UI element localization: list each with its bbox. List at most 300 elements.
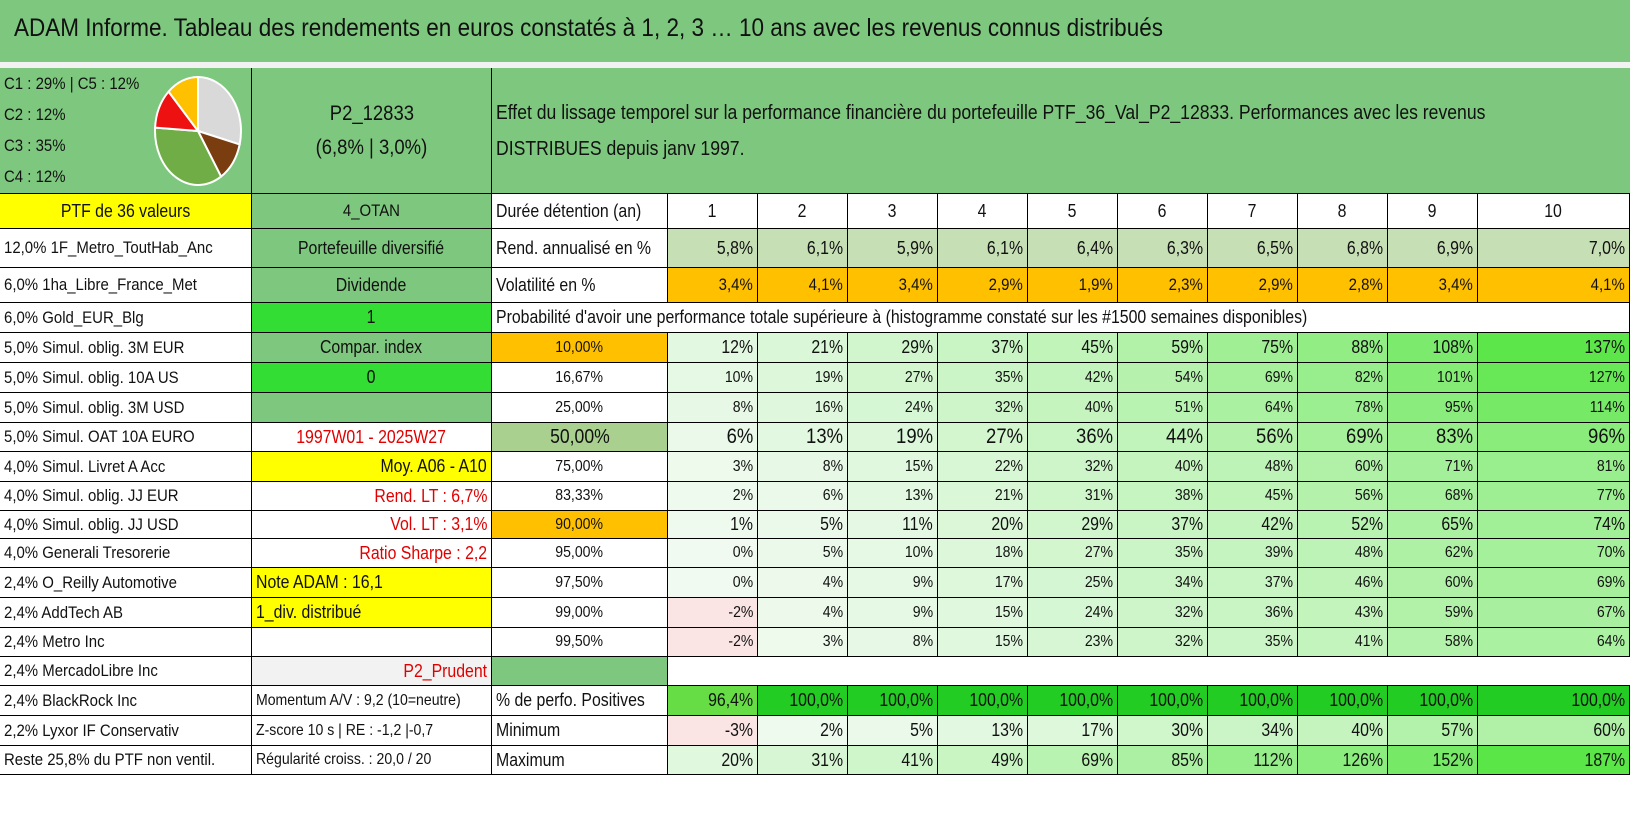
max-value: [758, 746, 848, 775]
holding-row-text: 4,0% Simul. oblig. JJ EUR: [4, 486, 179, 505]
quantile-value: [938, 333, 1028, 363]
min-value-text: -3%: [724, 720, 753, 740]
duration-6-text: 6: [1158, 200, 1167, 221]
quantile-value: [848, 598, 938, 628]
quantile-value-text: 29%: [1081, 514, 1113, 534]
report-title-bar: [0, 0, 1630, 62]
positive-value-text: 100,0%: [1059, 690, 1113, 710]
vol-value-text: 3,4%: [898, 275, 933, 294]
quantile-value: [1208, 393, 1298, 423]
min-value-text: 17%: [1081, 720, 1113, 740]
rend-value-text: 6,9%: [1436, 237, 1473, 258]
quantile-label: [492, 598, 668, 628]
quantile-value-text: 13%: [904, 487, 933, 504]
positive-value: [668, 686, 758, 716]
quantile-value: [1388, 333, 1478, 363]
flag-value: [252, 303, 492, 333]
quantile-value: [1298, 628, 1388, 657]
quantile-label-text: 97,50%: [555, 573, 604, 591]
duration-1-text: 1: [708, 200, 717, 221]
holding-row-text: 2,4% AddTech AB: [4, 602, 123, 622]
holding-row-text: 4,0% Simul. oblig. JJ USD: [4, 514, 179, 534]
rend-label-text: Rend. annualisé en %: [496, 237, 651, 258]
quantile-value-text: -2%: [727, 603, 753, 621]
quantile-value: [1478, 363, 1630, 393]
quantile-label: [492, 511, 668, 539]
vol-value: [848, 268, 938, 303]
risk-profile-text: P2_Prudent: [403, 660, 487, 681]
quantile-value-text: 32%: [1174, 633, 1203, 650]
quantile-value-text: 24%: [904, 398, 933, 416]
holding-row: [0, 268, 252, 303]
quantile-value: [1478, 452, 1630, 482]
quantile-value-text: 5%: [822, 544, 843, 561]
portfolio-type-text: Portefeuille diversifié: [298, 237, 445, 258]
holding-row: [0, 598, 252, 628]
empty-info: [252, 628, 492, 657]
quantile-value-text: 68%: [1444, 487, 1473, 504]
quantile-value-text: 16%: [814, 398, 843, 416]
quantile-value-text: 27%: [904, 368, 933, 386]
duration-8-text: 8: [1338, 200, 1347, 221]
quantile-value-text: 21%: [994, 487, 1023, 504]
portfolio-name: P2_12833: [329, 101, 414, 125]
quantile-value: [1028, 482, 1118, 511]
min-value-text: 2%: [820, 720, 843, 740]
quantile-value: [1118, 393, 1208, 423]
quantile-value-text: 83%: [1436, 425, 1473, 448]
quantile-value-text: 25%: [1084, 573, 1113, 591]
quantile-value-text: 20%: [991, 514, 1023, 534]
quantile-value-text: 42%: [1084, 368, 1113, 386]
quantile-value-text: 48%: [1354, 544, 1383, 561]
positive-label: [492, 686, 668, 716]
quantile-value-text: 0%: [732, 544, 753, 561]
income-mode: [252, 268, 492, 303]
holding-row-text: 2,4% MercadoLibre Inc: [4, 661, 158, 680]
risk-profile: [252, 657, 492, 686]
quantile-value: [1118, 568, 1208, 598]
quantile-value-text: 19%: [814, 368, 843, 386]
quantile-value: [938, 598, 1028, 628]
quantile-value: [668, 423, 758, 452]
quantile-label-text: 16,67%: [555, 368, 604, 386]
quantile-value-text: 24%: [1084, 603, 1113, 621]
portfolio-perf: (6,8% | 3,0%): [315, 135, 428, 159]
quantile-value: [848, 423, 938, 452]
long-term-volatility: [252, 511, 492, 539]
quantile-value: [1388, 393, 1478, 423]
positive-value-text: 100,0%: [1149, 690, 1203, 710]
holding-row: [0, 452, 252, 482]
vol-value: [938, 268, 1028, 303]
probability-blank: [1478, 303, 1630, 333]
quantile-value: [1478, 393, 1630, 423]
quantile-value-text: 137%: [1584, 337, 1625, 357]
duration-3-text: 3: [888, 200, 897, 221]
max-value: [1298, 746, 1388, 775]
holding-row: [0, 303, 252, 333]
rend-value-text: 7,0%: [1588, 237, 1625, 258]
quantile-value: [1388, 598, 1478, 628]
quantile-value: [938, 363, 1028, 393]
quantile-value: [938, 539, 1028, 568]
quantile-value: [1028, 511, 1118, 539]
quantile-value-text: 15%: [994, 633, 1023, 650]
vol-value: [1028, 268, 1118, 303]
duration-4: [938, 194, 1028, 229]
max-value-text: 69%: [1081, 749, 1113, 770]
quantile-value-text: 52%: [1351, 514, 1383, 534]
quantile-value-text: 37%: [1171, 514, 1203, 534]
quantile-value-text: 38%: [1174, 487, 1203, 504]
holding-row: [0, 746, 252, 775]
quantile-label: [492, 363, 668, 393]
quantile-value-text: 3%: [732, 457, 753, 475]
quantile-value-text: 23%: [1084, 633, 1113, 650]
holding-row-text: 5,0% Simul. oblig. 3M USD: [4, 397, 185, 417]
positive-value: [1208, 686, 1298, 716]
quantile-value-text: 35%: [994, 368, 1023, 386]
quantile-label: [492, 539, 668, 568]
quantile-value-text: 15%: [994, 603, 1023, 621]
quantile-value-text: 45%: [1264, 487, 1293, 504]
quantile-value-text: 6%: [822, 487, 843, 504]
holding-row: [0, 393, 252, 423]
quantile-value-text: 10%: [904, 544, 933, 561]
quantile-value: [1388, 482, 1478, 511]
quantile-value-text: 19%: [896, 425, 933, 448]
z-score-text: Z-score 10 s | RE : -1,2 |-0,7: [256, 721, 434, 739]
quantile-value-text: 67%: [1596, 603, 1625, 621]
max-value-text: 187%: [1584, 749, 1625, 770]
quantile-value: [758, 598, 848, 628]
positive-value-text: 100,0%: [969, 690, 1023, 710]
max-value-text: 41%: [901, 749, 933, 770]
holding-row: [0, 568, 252, 598]
distribution-mode-text: 1_div. distribué: [256, 602, 362, 622]
max-value: [668, 746, 758, 775]
quantile-value-text: 51%: [1174, 398, 1203, 416]
quantile-value-text: 69%: [1596, 573, 1625, 591]
quantile-value-text: 21%: [811, 337, 843, 357]
growth-regularity: [252, 746, 492, 775]
min-value: [938, 716, 1028, 746]
quantile-value-text: 12%: [721, 337, 753, 357]
quantile-value: [938, 482, 1028, 511]
quantile-value: [1208, 423, 1298, 452]
quantile-value-text: 44%: [1166, 425, 1203, 448]
quantile-value-text: 4%: [822, 573, 843, 591]
quantile-value-text: 0%: [732, 573, 753, 591]
empty-info: [252, 393, 492, 423]
quantile-value-text: 43%: [1354, 603, 1383, 621]
quantile-value-text: 114%: [1590, 398, 1625, 416]
max-value: [1478, 746, 1630, 775]
holding-row: [0, 482, 252, 511]
description-line: DISTRIBUES depuis janv 1997.: [496, 137, 745, 160]
quantile-value: [668, 539, 758, 568]
max-value-text: 85%: [1171, 749, 1203, 770]
quantile-label: [492, 452, 668, 482]
rend-value: [1388, 229, 1478, 268]
max-value-text: 112%: [1253, 749, 1293, 770]
quantile-value-text: 40%: [1084, 398, 1113, 416]
positive-value-text: 100,0%: [1239, 690, 1293, 710]
quantile-value-text: 13%: [806, 425, 843, 448]
quantile-value: [1298, 539, 1388, 568]
allocation-legend-line: C4 : 12%: [4, 167, 66, 186]
quantile-value-text: 58%: [1444, 633, 1473, 650]
duration-3: [848, 194, 938, 229]
holdings-count-text: PTF de 36 valeurs: [60, 200, 191, 221]
compar-index-label: [252, 333, 492, 363]
vol-value: [758, 268, 848, 303]
duration-7: [1208, 194, 1298, 229]
quantile-value-text: 48%: [1264, 457, 1293, 475]
quantile-value: [1388, 423, 1478, 452]
min-value: [668, 716, 758, 746]
quantile-value: [848, 452, 938, 482]
quantile-value: [668, 363, 758, 393]
quantile-value: [1298, 598, 1388, 628]
quantile-value: [1478, 423, 1630, 452]
flag-value-text: 1: [367, 307, 376, 327]
quantile-value: [1118, 539, 1208, 568]
quantile-value: [1028, 452, 1118, 482]
quantile-value-text: 36%: [1264, 603, 1293, 621]
quantile-value: [1028, 568, 1118, 598]
positive-value: [1388, 686, 1478, 716]
period-range: [252, 423, 492, 452]
quantile-value-text: 46%: [1354, 573, 1383, 591]
quantile-value-text: 8%: [822, 457, 843, 475]
quantile-label: [492, 482, 668, 511]
quantile-value: [1118, 423, 1208, 452]
quantile-value-text: 69%: [1264, 368, 1293, 386]
quantile-value: [1118, 598, 1208, 628]
vol-value: [1388, 268, 1478, 303]
positive-value-text: 96,4%: [708, 690, 753, 710]
quantile-value-text: 78%: [1354, 398, 1383, 416]
positive-value: [938, 686, 1028, 716]
duration-10: [1478, 194, 1630, 229]
quantile-value-text: 31%: [1084, 487, 1113, 504]
quantile-value: [758, 423, 848, 452]
min-value-text: 60%: [1593, 720, 1625, 740]
duration-9: [1388, 194, 1478, 229]
long-term-volatility-text: Vol. LT : 3,1%: [389, 514, 487, 534]
holding-row: [0, 686, 252, 716]
quantile-label: [492, 333, 668, 363]
rend-value-text: 6,5%: [1256, 237, 1293, 258]
min-label: [492, 716, 668, 746]
quantile-value: [1028, 423, 1118, 452]
max-value-text: 126%: [1342, 749, 1383, 770]
vol-value-text: 1,9%: [1078, 275, 1113, 294]
vol-value-text: 4,1%: [808, 275, 843, 294]
holding-row-text: Reste 25,8% du PTF non ventil.: [4, 750, 216, 769]
quantile-value: [758, 539, 848, 568]
duration-label-text: Durée détention (an): [496, 200, 642, 221]
vol-value-text: 2,3%: [1168, 275, 1203, 294]
quantile-value: [668, 628, 758, 657]
holding-row: [0, 423, 252, 452]
quantile-label: [492, 568, 668, 598]
quantile-value: [1208, 333, 1298, 363]
quantile-value-text: 37%: [1264, 573, 1293, 591]
min-value: [1208, 716, 1298, 746]
min-value: [1388, 716, 1478, 746]
quantile-value: [758, 482, 848, 511]
max-value: [848, 746, 938, 775]
blank-row: [668, 657, 1630, 686]
compar-index-value-text: 0: [367, 367, 376, 387]
quantile-value: [1298, 393, 1388, 423]
quantile-value: [758, 363, 848, 393]
holding-row: [0, 333, 252, 363]
z-score: [252, 716, 492, 746]
quantile-value: [1388, 628, 1478, 657]
duration-2-text: 2: [798, 200, 807, 221]
quantile-value: [1208, 452, 1298, 482]
quantile-value-text: 32%: [994, 398, 1023, 416]
quantile-value: [1208, 598, 1298, 628]
rend-value-text: 6,3%: [1166, 237, 1203, 258]
quantile-value-text: 9%: [912, 573, 933, 591]
quantile-value-text: 60%: [1444, 573, 1473, 591]
max-value-text: 31%: [811, 749, 843, 770]
quantile-value: [1388, 568, 1478, 598]
allocation-legend-line: C2 : 12%: [4, 105, 66, 124]
quantile-value-text: 8%: [912, 633, 933, 650]
rend-value: [938, 229, 1028, 268]
probability-label-text: Probabilité d'avoir une performance totale supérieure à (histogramme constaté sur les #1500 semaines disponibles): [496, 307, 1308, 327]
quantile-value: [1028, 393, 1118, 423]
quantile-value-text: 34%: [1174, 573, 1203, 591]
vol-value-text: 2,9%: [1258, 275, 1293, 294]
income-mode-text: Dividende: [336, 274, 407, 295]
quantile-value: [848, 393, 938, 423]
positive-value: [1118, 686, 1208, 716]
quantile-value: [668, 393, 758, 423]
quantile-value-text: 62%: [1444, 544, 1473, 561]
holding-row-text: 2,4% Metro Inc: [4, 632, 105, 651]
positive-value: [848, 686, 938, 716]
positive-value: [758, 686, 848, 716]
portfolio-description: [492, 68, 1630, 194]
rend-value: [1298, 229, 1388, 268]
positive-value: [1478, 686, 1630, 716]
max-value: [1028, 746, 1118, 775]
vol-value-text: 2,8%: [1348, 275, 1383, 294]
quantile-value-text: 64%: [1264, 398, 1293, 416]
market-zone: [252, 194, 492, 229]
rend-value-text: 5,8%: [716, 237, 753, 258]
quantile-value: [1298, 363, 1388, 393]
rend-value-text: 5,9%: [896, 237, 933, 258]
quantile-value: [938, 511, 1028, 539]
max-label-text: Maximum: [496, 749, 565, 770]
compar-index-label-text: Compar. index: [320, 337, 423, 357]
quantile-value-text: 18%: [994, 544, 1023, 561]
quantile-value-text: 39%: [1264, 544, 1293, 561]
quantile-value: [1478, 482, 1630, 511]
quantile-value: [1388, 452, 1478, 482]
vol-value: [1208, 268, 1298, 303]
quantile-value-text: 37%: [991, 337, 1023, 357]
quantile-value: [1118, 363, 1208, 393]
quantile-value: [1478, 568, 1630, 598]
positive-value-text: 100,0%: [1571, 690, 1625, 710]
min-value-text: 34%: [1261, 720, 1293, 740]
quantile-value-text: 40%: [1174, 457, 1203, 475]
holding-row: [0, 363, 252, 393]
quantile-value: [668, 598, 758, 628]
quantile-value-text: 56%: [1256, 425, 1293, 448]
vol-value-text: 4,1%: [1590, 275, 1625, 294]
quantile-value-text: 88%: [1351, 337, 1383, 357]
quantile-value: [1298, 423, 1388, 452]
holding-row-text: 2,2% Lyxor IF Conservativ: [4, 720, 179, 740]
min-value: [1478, 716, 1630, 746]
min-value: [1118, 716, 1208, 746]
momentum-text: Momentum A/V : 9,2 (10=neutre): [256, 691, 461, 709]
quantile-value: [1028, 539, 1118, 568]
quantile-label-text: 90,00%: [555, 515, 604, 533]
quantile-value: [668, 568, 758, 598]
duration-2: [758, 194, 848, 229]
quantile-value: [938, 568, 1028, 598]
quantile-value-text: 42%: [1261, 514, 1293, 534]
vol-value: [668, 268, 758, 303]
quantile-value: [758, 568, 848, 598]
holding-row: [0, 657, 252, 686]
quantile-value-text: 41%: [1354, 633, 1383, 650]
quantile-value-text: 32%: [1084, 457, 1113, 475]
min-value-text: 13%: [991, 720, 1023, 740]
report-title: ADAM Informe. Tableau des rendements en euros constatés à 1, 2, 3 … 10 ans avec les revenus connus distribués: [14, 14, 1163, 42]
max-value: [1208, 746, 1298, 775]
holding-row-text: 6,0% 1ha_Libre_France_Met: [4, 275, 197, 294]
quantile-value: [1118, 333, 1208, 363]
quantile-value: [938, 628, 1028, 657]
quantile-value-text: 96%: [1588, 425, 1625, 448]
max-value-text: 49%: [991, 749, 1023, 770]
quantile-value: [848, 628, 938, 657]
min-value-text: 40%: [1351, 720, 1383, 740]
holdings-count: [0, 194, 252, 229]
quantile-value-text: 81%: [1596, 457, 1625, 475]
quantile-value: [1208, 482, 1298, 511]
quantile-value-text: 95%: [1444, 398, 1473, 416]
quantile-value: [668, 511, 758, 539]
quantile-value: [1208, 568, 1298, 598]
rend-value: [758, 229, 848, 268]
quantile-value: [1118, 511, 1208, 539]
positive-value-text: 100,0%: [789, 690, 843, 710]
portfolio-type: [252, 229, 492, 268]
quantile-value-text: 32%: [1174, 603, 1203, 621]
min-value: [758, 716, 848, 746]
duration-7-text: 7: [1248, 200, 1257, 221]
rend-value: [1118, 229, 1208, 268]
market-zone-text: 4_OTAN: [342, 201, 401, 220]
quantile-value-text: 2%: [732, 487, 753, 504]
quantile-value-text: 9%: [912, 603, 933, 621]
quantile-value: [848, 568, 938, 598]
quantile-value-text: 8%: [732, 398, 753, 416]
